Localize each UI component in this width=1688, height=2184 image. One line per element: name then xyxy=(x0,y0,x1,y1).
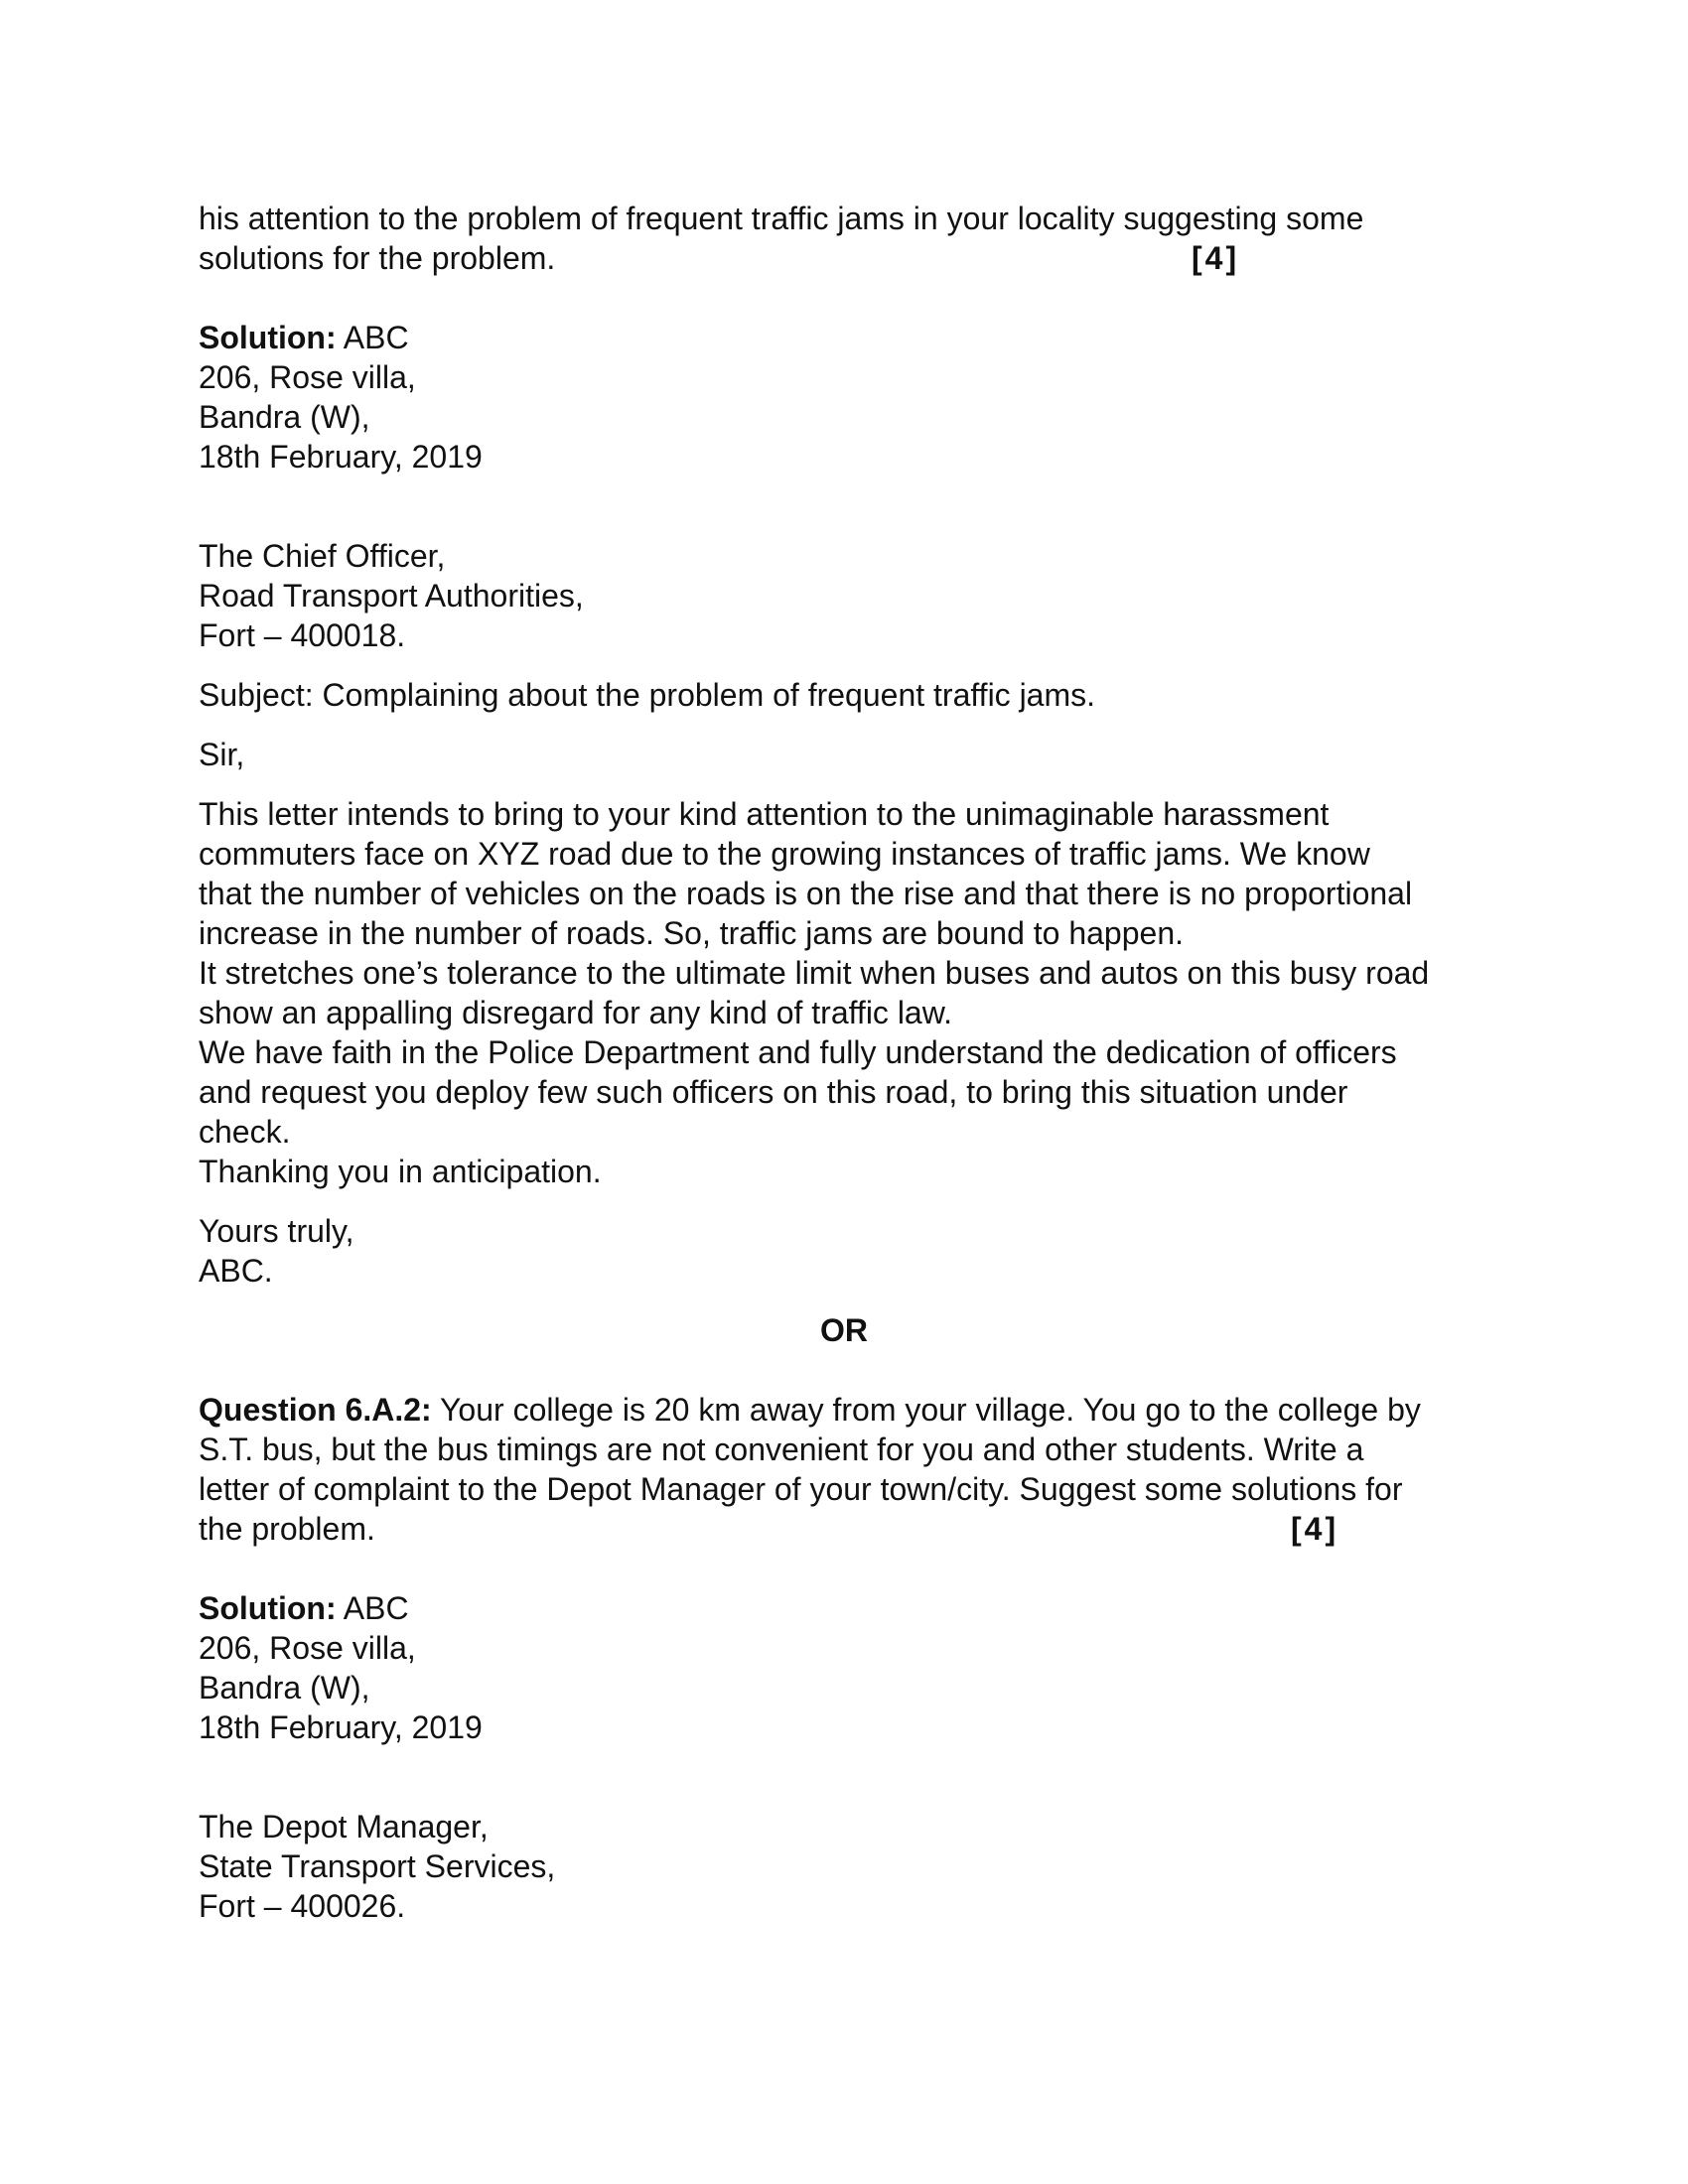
solution-2-label: Solution: xyxy=(199,1590,337,1626)
solution-1 xyxy=(199,318,1509,1291)
letter-closing: Yours truly, xyxy=(199,1213,354,1249)
letter-body-line: This letter intends to bring to your kind attention to the unimaginable harassment xyxy=(199,796,1330,832)
recipient-line: Fort – 400026. xyxy=(199,1888,406,1924)
document-page xyxy=(199,199,1509,1926)
question-1-marks: [4] xyxy=(1192,240,1240,276)
recipient-line: State Transport Services, xyxy=(199,1848,556,1884)
solution-2 xyxy=(199,1588,1509,1926)
question-2-marks: [4] xyxy=(1291,1511,1339,1547)
recipient-line: Road Transport Authorities, xyxy=(199,578,584,614)
question-2-line: the problem. xyxy=(199,1511,375,1547)
recipient-line: The Depot Manager, xyxy=(199,1809,489,1844)
letter-body-line: check. xyxy=(199,1114,291,1150)
letter-salutation: Sir, xyxy=(199,737,245,772)
sender-address-line: 206, Rose villa, xyxy=(199,1630,416,1666)
question-2-line: Your college is 20 km away from your village. You go to the college by xyxy=(431,1392,1421,1428)
sender-address-line: Bandra (W), xyxy=(199,399,370,435)
letter-body-line: commuters face on XYZ road due to the growing instances of traffic jams. We know xyxy=(199,836,1370,872)
recipient-line: The Chief Officer, xyxy=(199,538,446,574)
sender-name: ABC xyxy=(336,320,409,355)
letter-body-line: increase in the number of roads. So, traffic jams are bound to happen. xyxy=(199,915,1184,951)
question-1-line: solutions for the problem. xyxy=(199,240,556,276)
recipient-line: Fort – 400018. xyxy=(199,617,406,653)
letter-body-line: that the number of vehicles on the roads is on the rise and that there is no proportional xyxy=(199,876,1413,911)
sender-address-line: 206, Rose villa, xyxy=(199,359,416,395)
letter-date: 18th February, 2019 xyxy=(199,439,483,475)
letter-body-line: show an appalling disregard for any kind of traffic law. xyxy=(199,995,952,1030)
question-2-label: Question 6.A.2: xyxy=(199,1392,432,1428)
question-2-text xyxy=(199,1390,1509,1549)
letter-signature: ABC. xyxy=(199,1253,273,1289)
letter-subject: Subject: Complaining about the problem of frequent traffic jams. xyxy=(199,677,1096,713)
letter-body xyxy=(199,794,1509,1191)
sender-address-line: Bandra (W), xyxy=(199,1670,370,1706)
sender-name: ABC xyxy=(336,1590,409,1626)
letter-date: 18th February, 2019 xyxy=(199,1709,483,1745)
solution-1-label: Solution: xyxy=(199,320,337,355)
question-2-line: letter of complaint to the Depot Manager of your town/city. Suggest some solutions for xyxy=(199,1471,1403,1507)
letter-body-line: We have faith in the Police Department and fully understand the dedication of officers xyxy=(199,1034,1397,1070)
question-1-text xyxy=(199,199,1509,278)
question-2-line: S.T. bus, but the bus timings are not convenient for you and other students. Write a xyxy=(199,1432,1364,1467)
question-1-line: his attention to the problem of frequent traffic jams in your locality suggesting some xyxy=(199,201,1364,236)
or-separator: OR xyxy=(820,1312,868,1348)
letter-body-line: Thanking you in anticipation. xyxy=(199,1154,602,1189)
letter-body-line: It stretches one’s tolerance to the ultimate limit when buses and autos on this busy road xyxy=(199,955,1430,991)
letter-body-line: and request you deploy few such officers on this road, to bring this situation under xyxy=(199,1074,1348,1110)
